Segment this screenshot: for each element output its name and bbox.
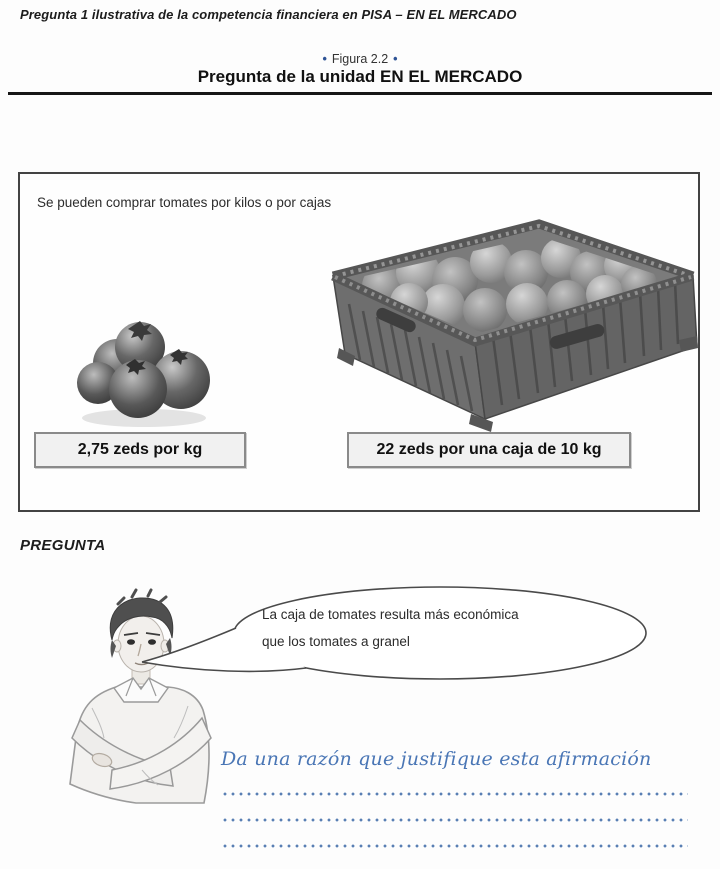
- speech-bubble-line2: que los tomates a granel: [262, 634, 410, 649]
- bullet-icon: •: [322, 52, 327, 66]
- bullet-icon: •: [393, 52, 398, 66]
- loose-tomatoes-image: [68, 317, 223, 429]
- document-title: Pregunta 1 ilustrativa de la competencia financiera en PISA – EN EL MERCADO: [20, 7, 517, 22]
- title-rule: [8, 92, 712, 95]
- stimulus-intro-text: Se pueden comprar tomates por kilos o por cajas: [37, 195, 332, 210]
- answer-prompt: Da una razón que justifique esta afirmación: [221, 748, 652, 770]
- question-section-label: PREGUNTA: [20, 537, 106, 554]
- tomato-crate-image: [323, 214, 705, 434]
- stimulus-box: [18, 172, 700, 512]
- price-per-kg-box: [34, 432, 246, 468]
- figure-caption: [0, 52, 720, 66]
- price-per-crate-box: [347, 432, 631, 468]
- figure-caption-text: Figura 2.2: [331, 52, 389, 66]
- price-per-kg-label: 2,75 zeds por kg: [77, 441, 203, 458]
- answer-dotted-line: [221, 791, 688, 797]
- figure-title: Pregunta de la unidad EN EL MERCADO: [197, 67, 523, 86]
- answer-dotted-line: [221, 817, 688, 823]
- price-per-crate-label: 22 zeds por una caja de 10 kg: [376, 441, 602, 458]
- answer-dotted-line: [221, 843, 688, 849]
- speech-bubble-line1: La caja de tomates resulta más económica: [262, 607, 519, 622]
